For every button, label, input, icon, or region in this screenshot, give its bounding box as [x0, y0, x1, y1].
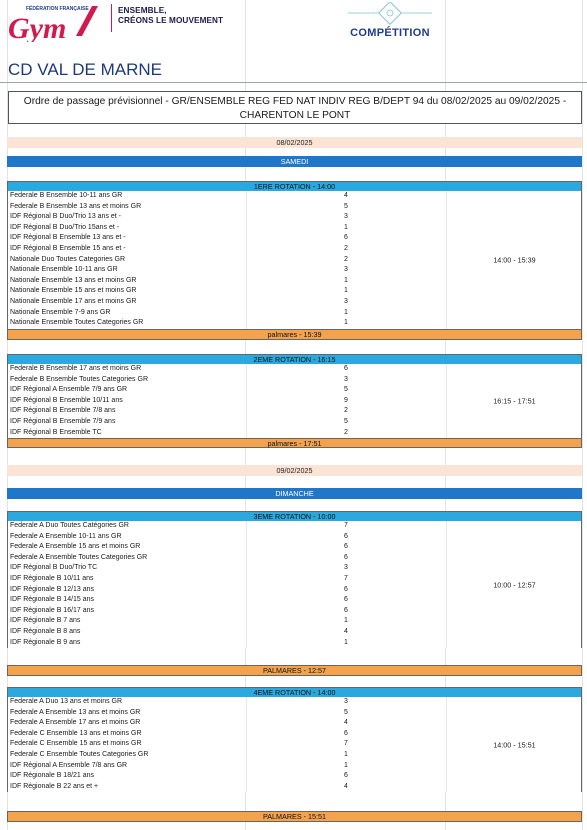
rotation-header: 4EME ROTATION - 14:00 [7, 687, 582, 697]
table-row [8, 708, 581, 719]
group-count: 7 [344, 522, 348, 529]
group-count: 5 [344, 417, 348, 425]
category-name: IDF Régionale B 14/15 ans [10, 596, 95, 604]
category-name: IDF Régionale B 10/11 ans [10, 574, 94, 582]
competition-logo [344, 2, 436, 44]
gym-logo-icon [6, 2, 110, 42]
description-line1: Ordre de passage prévisionnel - GR/ENSEMBLE REG FED NAT INDIV REG B/DEPT 94 du 08/02/2025 au 09/02/2025 - [23, 96, 567, 107]
category-name: IDF Régional B Duo/Trio TC [10, 564, 98, 572]
group-count: 3 [344, 297, 348, 305]
table-row [8, 385, 581, 396]
table-row [8, 553, 581, 564]
category-name: IDF Régional B Duo/Trio 15ans et - [10, 223, 120, 231]
group-count: 6 [344, 772, 348, 780]
group-count: 5 [344, 386, 348, 394]
category-name: Federale B Ensemble 13 ans et moins GR [10, 202, 142, 210]
table-row [8, 364, 581, 375]
table-row [8, 297, 581, 308]
table-row [8, 233, 581, 244]
rotation-table [7, 364, 582, 438]
table-row [8, 627, 581, 638]
category-name: IDF Régional B Ensemble TC [10, 428, 102, 436]
group-count: 1 [344, 319, 348, 327]
group-count: 3 [344, 564, 348, 572]
group-count: 6 [344, 596, 348, 604]
rotation-header: 3EME ROTATION - 10:00 [7, 511, 582, 521]
group-count: 3 [344, 375, 348, 383]
group-count: 1 [344, 287, 348, 295]
table-row [8, 771, 581, 782]
table-row [8, 697, 581, 708]
group-count: 5 [344, 202, 348, 210]
category-name: Federale C Ensemble Toutes Categories GR [10, 750, 149, 758]
group-count: 6 [344, 234, 348, 242]
gym-logo-text: Gym [8, 12, 67, 42]
category-name: Federale B Ensemble Toutes Categories GR [10, 375, 148, 383]
table-row [8, 276, 581, 287]
group-count: 1 [344, 761, 348, 769]
group-count: 7 [344, 574, 348, 582]
rotation-table [7, 697, 582, 792]
competition-label: COMPÉTITION [350, 27, 430, 39]
table-row [8, 521, 581, 532]
category-name: IDF Régional B Ensemble 10/11 ans [10, 396, 123, 404]
table-row [8, 595, 581, 606]
group-count: 4 [344, 719, 348, 727]
group-count: 6 [344, 532, 348, 540]
group-count: 4 [344, 782, 348, 790]
category-name: Nationale Ensemble 10-11 ans GR [10, 266, 118, 274]
category-name: IDF Régionale B 16/17 ans [10, 606, 95, 614]
rotation-time-range: 16:15 - 17:51 [493, 396, 536, 406]
group-count: 2 [344, 428, 348, 436]
category-name: Nationale Ensemble 15 ans et moins GR [10, 287, 137, 295]
palmares-bar: palmares - 17:51 [7, 438, 582, 448]
group-count: 6 [344, 553, 348, 561]
table-row [8, 428, 581, 439]
table-row [8, 308, 581, 319]
category-name: IDF Régionale B 12/13 ans [10, 585, 95, 593]
rotation-table [7, 191, 582, 329]
category-name: IDF Régional B Duo/Trio 13 ans et - [10, 213, 122, 221]
palmares-bar: PALMARES - 15:51 [7, 811, 582, 822]
table-row [8, 375, 581, 386]
table-row [8, 750, 581, 761]
category-name: Nationale Duo Toutes Categories GR [10, 255, 126, 263]
rotation-time-range: 14:00 - 15:51 [493, 740, 536, 750]
table-row [8, 616, 581, 627]
group-count: 4 [344, 192, 348, 199]
group-count: 6 [344, 606, 348, 614]
category-name: Nationale Ensemble 7-9 ans GR [10, 308, 111, 316]
category-name: Federale A Ensemble Toutes Categories GR [10, 553, 148, 561]
category-name: IDF Régional B Ensemble 13 ans et - [10, 234, 126, 242]
table-row [8, 782, 581, 793]
table-row [8, 212, 581, 223]
table-row [8, 532, 581, 543]
rotation-time-range: 14:00 - 15:39 [493, 255, 536, 265]
category-name: Federale A Ensemble 10-11 ans GR [10, 532, 122, 540]
group-count: 5 [344, 708, 348, 716]
category-name: IDF Régionale B 22 ans et + [10, 782, 99, 790]
table-row [8, 606, 581, 617]
category-name: Federale C Ensemble 13 ans et moins GR [10, 729, 142, 737]
category-name: Federale A Ensemble 17 ans et moins GR [10, 719, 141, 727]
category-name: IDF Régional B Ensemble 15 ans et - [10, 244, 126, 252]
palmares-bar: palmares - 15:39 [7, 329, 582, 340]
page-title: CD VAL DE MARNE [8, 60, 162, 79]
group-count: 6 [344, 543, 348, 551]
brand-separator [111, 4, 112, 32]
group-count: 1 [344, 223, 348, 231]
group-count: 1 [344, 638, 348, 646]
category-name: IDF Régionale B 7 ans [10, 617, 81, 625]
schedule-description [8, 91, 582, 124]
group-count: 2 [344, 244, 348, 252]
category-name: IDF Régionale B 9 ans [10, 638, 81, 646]
date-bar: 08/02/2025 [7, 137, 582, 148]
federation-line: FÉDÉRATION FRANÇAISE [26, 6, 89, 12]
date-bar: 09/02/2025 [7, 465, 582, 476]
table-row [8, 318, 581, 329]
competition-badge-icon [344, 2, 436, 28]
table-row [8, 718, 581, 729]
table-row [8, 542, 581, 553]
group-count: 1 [344, 308, 348, 316]
table-row [8, 265, 581, 276]
table-row [8, 417, 581, 428]
category-name: Federale B Ensemble 17 ans et moins GR [10, 365, 142, 372]
group-count: 6 [344, 729, 348, 737]
category-name: Federale B Ensemble 10-11 ans GR [10, 192, 123, 199]
rotation-table [7, 521, 582, 648]
table-row [8, 191, 581, 202]
group-count: 3 [344, 698, 348, 705]
category-name: Federale A Duo Toutes Catégories GR [10, 522, 129, 529]
category-name: Federale A Duo 13 ans et moins GR [10, 698, 123, 705]
category-name: IDF Régionale B 8 ans [10, 627, 81, 635]
group-count: 7 [344, 740, 348, 748]
category-name: IDF Régional A Ensemble 7/8 ans GR [10, 761, 128, 769]
group-count: 1 [344, 276, 348, 284]
federation-gym-logo [6, 2, 110, 42]
tagline [118, 6, 223, 26]
category-name: IDF Régional B Ensemble 7/9 ans [10, 417, 116, 425]
group-count: 2 [344, 407, 348, 415]
group-count: 3 [344, 266, 348, 274]
group-count: 9 [344, 396, 348, 404]
group-count: 6 [344, 585, 348, 593]
group-count: 2 [344, 255, 348, 263]
rotation-time-range: 10:00 - 12:57 [493, 580, 536, 590]
tagline-line1: ENSEMBLE, [118, 6, 167, 15]
category-name: Nationale Ensemble 13 ans et moins GR [10, 276, 137, 284]
table-row [8, 563, 581, 574]
category-name: IDF Régional B Ensemble 7/8 ans [10, 407, 116, 415]
title-divider [0, 82, 587, 83]
day-bar: SAMEDI [7, 156, 582, 167]
category-name: Federale C Ensemble 15 ans et moins GR [10, 740, 142, 748]
group-count: 6 [344, 365, 348, 372]
category-name: IDF Régional A Ensemble 7/9 ans GR [10, 386, 128, 394]
category-name: Federale A Ensemble 13 ans et moins GR [10, 708, 141, 716]
tagline-line2: CRÉONS LE MOUVEMENT [118, 16, 224, 25]
category-name: Nationale Ensemble 17 ans et moins GR [10, 297, 137, 305]
group-count: 3 [344, 213, 348, 221]
category-name: Federale A Ensemble 15 ans et moins GR [10, 543, 141, 551]
rotation-header: 2EME ROTATION - 16:15 [7, 354, 582, 364]
day-bar: DIMANCHE [7, 488, 582, 499]
table-row [8, 638, 581, 649]
table-row [8, 223, 581, 234]
table-row [8, 406, 581, 417]
table-row [8, 202, 581, 213]
table-row [8, 729, 581, 740]
description-line2: CHARENTON LE PONT [239, 110, 351, 121]
table-row [8, 286, 581, 297]
group-count: 1 [344, 617, 348, 625]
rotation-header: 1ERE ROTATION - 14:00 [7, 181, 582, 191]
category-name: IDF Régionale B 18/21 ans [10, 772, 95, 780]
table-row [8, 761, 581, 772]
group-count: 4 [344, 627, 348, 635]
palmares-bar: PALMARES - 12:57 [7, 665, 582, 676]
category-name: Nationale Ensemble Toutes Categories GR [10, 319, 144, 327]
table-row [8, 244, 581, 255]
group-count: 1 [344, 750, 348, 758]
